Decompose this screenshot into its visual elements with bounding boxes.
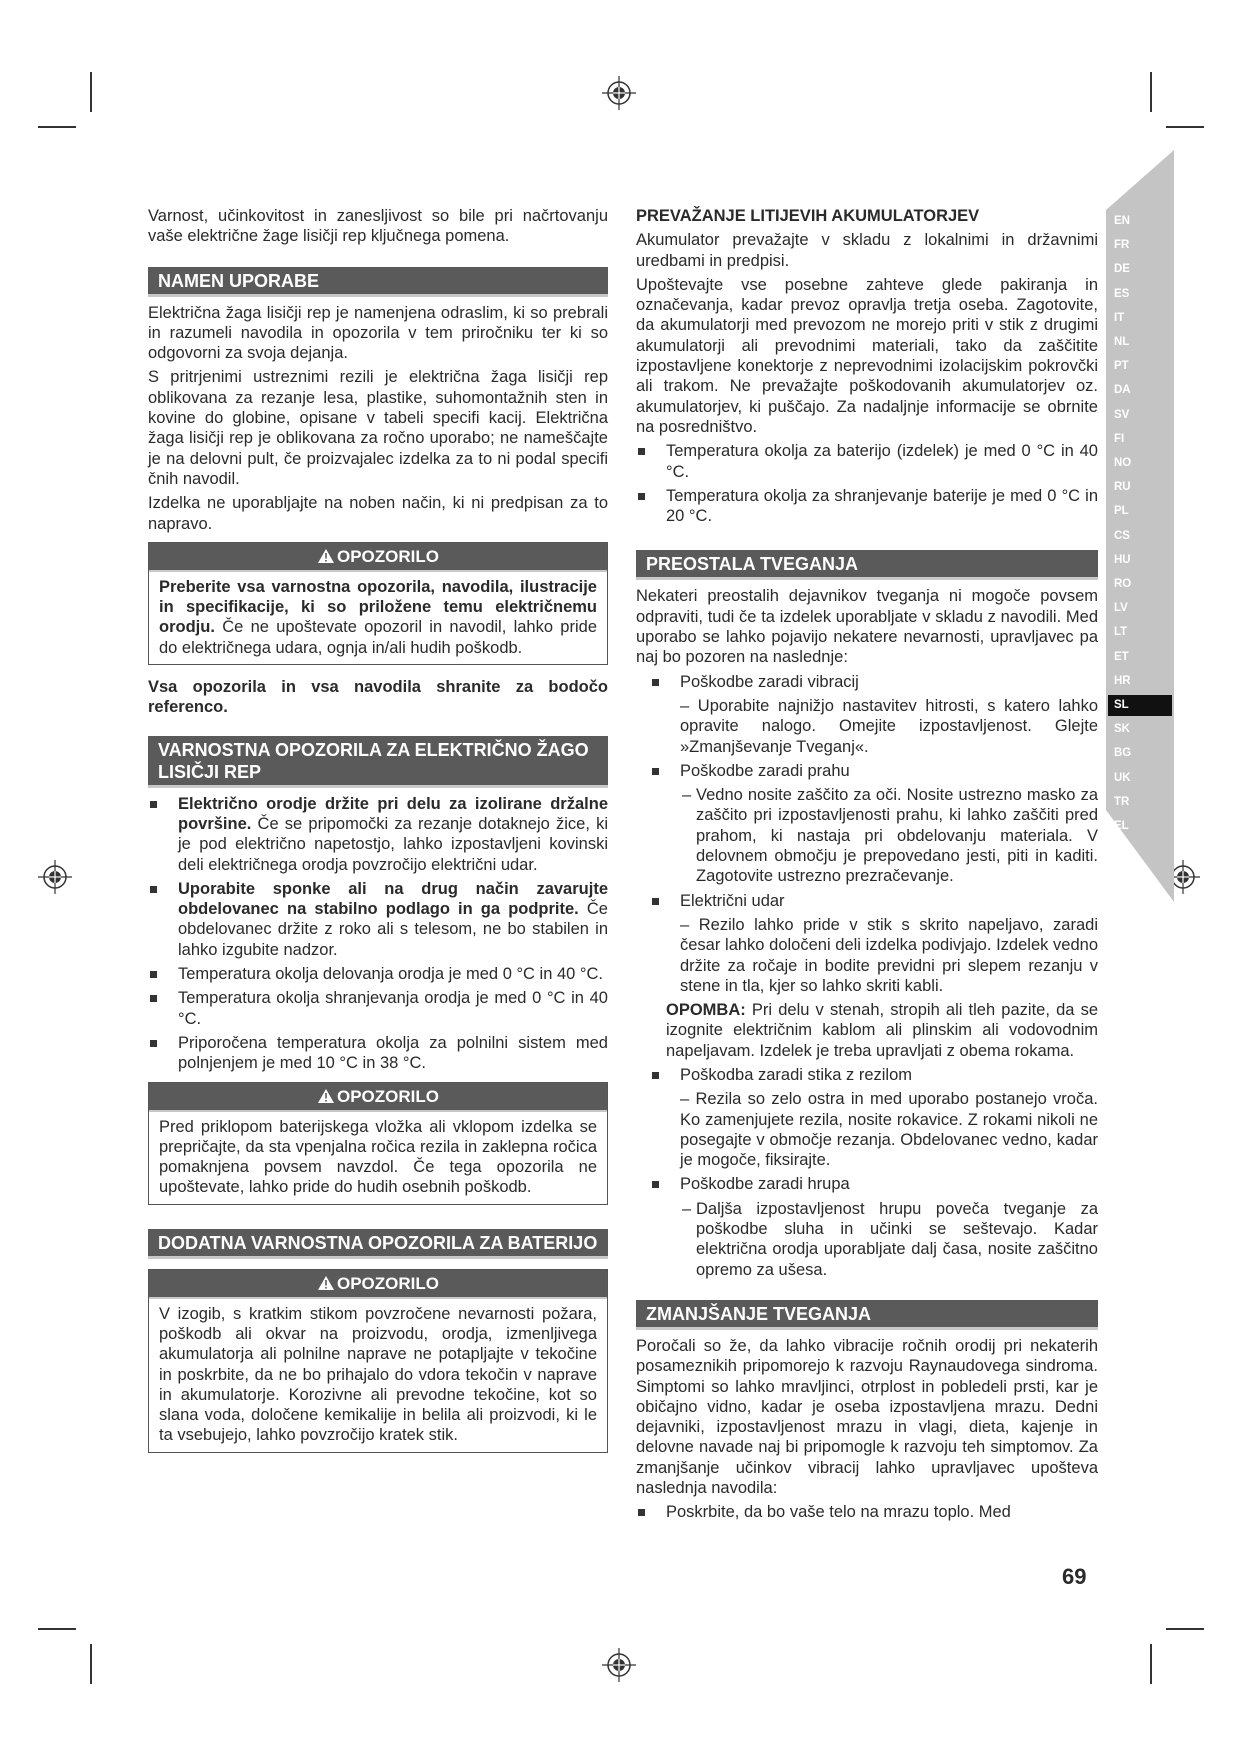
list-item: Temperatura okolja delovanja orodja je med 0 °C in 40 °C. [148, 964, 608, 984]
list-item-text: Če obdelovanec držite z roko ali s telesom, ne bo stabilen in lahko izgubite nadzor. [178, 900, 608, 959]
dash-item-text: Vedno nosite zaščito za oči. Nosite ustrezno masko za zaščito pri izpostavljenosti prahu, ki lahko zaščiti pred prahom, ki nastaja pri obdelovanju materiala. V delovnem območju je prepovedano jesti, piti in kaditi. Zagotovite ustrezno prezračevanje. [696, 786, 1098, 886]
list-item: Poskrbite, da bo vaše telo na mrazu toplo. Med [636, 1502, 1098, 1522]
language-tab-sl[interactable]: SL [1108, 695, 1172, 716]
language-tab-nl[interactable]: NL [1114, 336, 1130, 348]
warning-triangle-icon [317, 548, 335, 564]
crop-mark [38, 126, 76, 128]
warning-box [148, 1269, 608, 1453]
dash-mark: – [682, 1199, 692, 1218]
namen-paragraph: Električna žaga lisičji rep je namenjena odraslim, ki so prebrali in razumeli navodila in opozorila v tem priročniku ter ki so odgovorni za svoja dejanja. [148, 303, 608, 363]
list-item-bold: Električno orodje držite pri delu za izolirane držalne površine. [178, 794, 608, 833]
crop-mark [90, 72, 92, 112]
language-tab-lt[interactable]: LT [1114, 626, 1128, 639]
right-column [636, 206, 1098, 1527]
language-tab-ru[interactable]: RU [1114, 481, 1131, 494]
warning-box [148, 1082, 608, 1205]
language-tab-fi[interactable]: FI [1114, 432, 1125, 445]
language-tab-et[interactable]: ET [1114, 650, 1129, 663]
list-item-text: Če se pripomočki za rezanje dotaknejo žice, ki je pod električno napetostjo, lahko izpostavljeni kovinski deli električnega orodja povzročijo električni udar. [178, 814, 608, 874]
language-tab-de[interactable]: DE [1114, 263, 1130, 276]
section-heading-varnostna: VARNOSTNA OPOZORILA ZA ELEKTRIČNO ŽAGO LISIČJI REP [148, 736, 608, 788]
namen-paragraph: S pritrjenimi ustreznimi rezili je električna žaga lisičji rep oblikovana za rezanje lesa, plastike, suhomontažnih sten in kovine do globine, opisane v tabeli specifi kacij. Električna žaga lisičji rep je oblikovana za ročno uporabo; ne nameščajte je na delovni pult, če proizvajalec izdelka za to ni podal specifi čnih navodil. [148, 368, 608, 488]
warning-text-rest: Če ne upoštevate opozoril in navodil, lahko pride do električnega udara, ognja in/ali hudih poškodb. [159, 618, 597, 657]
dash-item-text: – Rezila so zelo ostra in med uporabo postanejo vroča. Ko zamenjujete rezila, nosite rokavice. Z rokami nikoli ne posegajte v območje rezanja. Obdelovanec vedno, kadar je mogoče, fiksirajte. [680, 1090, 1098, 1170]
note [636, 1000, 1098, 1061]
dash-item-text: – Uporabite najnižjo nastavitev hitrosti, s katero lahko opravite nalogo. Omejite izpostavljenost. Glejte »Zmanjševanje Tveganj«. [680, 696, 1098, 756]
language-tab-pl[interactable]: PL [1114, 505, 1129, 518]
warning-triangle-icon [317, 1088, 335, 1104]
warning-header [149, 1270, 607, 1299]
list-item: Temperatura okolja za shranjevanje baterije je med 0 °C in 20 °C. [636, 486, 1098, 527]
list-item: Priporočena temperatura okolja za polnilni sistem med polnjenjem je med 10 °C in 38 °C. [148, 1033, 608, 1074]
crop-mark [90, 1644, 92, 1684]
dash-mark: – [682, 786, 692, 805]
list-item [148, 794, 608, 875]
registration-mark-icon [602, 76, 636, 110]
list-item: Temperatura okolja za baterijo (izdelek) je med 0 °C in 40 °C. [636, 441, 1098, 482]
warning-title: OPOZORILO [337, 1273, 439, 1293]
warning-header [149, 1083, 607, 1112]
section-heading-dodatna: DODATNA VARNOSTNA OPOZORILA ZA BATERIJO [148, 1229, 608, 1259]
list-item: Poškodbe zaradi prahu [650, 761, 1098, 781]
dash-item-text: Daljša izpostavljenost hrupu poveča tveganje za poškodbe sluha in učinki se seštevajo. Kadar električna orodja uporabljate dalj časa, nosite zaščitno opremo za ušesa. [696, 1199, 1098, 1279]
language-tab-cs[interactable]: CS [1114, 529, 1130, 542]
section-heading-zmanjsanje: ZMANJŠANJE TVEGANJA [636, 1300, 1098, 1330]
crop-mark [1166, 1628, 1204, 1630]
warning-text-bold: Preberite vsa varnostna opozorila, navodila, ilustracije in specifikacije, ki so priložene temu električnemu orodju. [159, 577, 597, 637]
section-heading-prevazanje: PREVAŽANJE LITIJEVIH AKUMULATORJEV [636, 207, 980, 225]
section-heading-preostala: PREOSTALA TVEGANJA [636, 550, 1098, 580]
language-tab-es[interactable]: ES [1114, 287, 1130, 300]
namen-paragraph: Izdelka ne uporabljajte na noben način, ki ni predpisan za to napravo. [148, 494, 608, 533]
language-tab-ro[interactable]: RO [1114, 578, 1132, 590]
crop-mark [38, 1628, 76, 1630]
language-tab-lv[interactable]: LV [1114, 602, 1128, 615]
warning-text [149, 572, 607, 664]
prevazanje-paragraph: Upoštevajte vse posebne zahteve glede pakiranja in označevanja, kadar prevoz opravlja tretja oseba. Zagotovite, da akumulatorji med prevozom ne morejo priti v stik z drugimi akumulatorji ali prevodnimi materiali, tako da zaščitite izpostavljene konektorje z neprevodnimi izolacijskim pokrovčki ali trakom. Ne prevažajte poškodovanih akumulatorjev oz. akumulatorjev, ki puščajo. Za nadaljnje informacije se obrnite na posredništvo. [636, 275, 1098, 436]
dash-item [636, 785, 1098, 886]
zmanjsanje-paragraph: Poročali so že, da lahko vibracije ročnih orodij pri nekaterih posameznikih pripomorejo k razvoju Raynaudovega sindroma. Simptomi so lahko mravljinci, otrplost in pobledeli prsti, kar je običajno vidno, kadar je oseba izpostavljena mrazu. Dedni dejavniki, izpostavljenost mrazu in vlagi, dieta, kajenje in delovne navade naj bi pripomogle k razvoju teh simptomov. Za zmanjšanje učinkov vibracij lahko upravljavec upošteva naslednja navodila: [636, 1336, 1098, 1498]
preostala-paragraph: Nekateri preostalih dejavnikov tveganja ni mogoče povsem odpraviti, tudi če ta izdelek uporabljate v skladu z navodili. Med uporabo se lahko pojavijo nekatere nevarnosti, upravljavec pa naj bo pozoren na naslednje: [636, 587, 1098, 667]
language-tab-it[interactable]: IT [1114, 311, 1125, 324]
list-item-bold: Uporabite sponke ali na drug način zavarujte obdelovanec na stabilno podlago in ga podprite. [178, 879, 608, 919]
warning-header [149, 543, 607, 572]
dash-item [636, 915, 1098, 996]
prevazanje-paragraph: Akumulator prevažajte v skladu z lokalnimi in državnimi uredbami in predpisi. [636, 231, 1098, 270]
language-tab-hu[interactable]: HU [1114, 553, 1131, 566]
note-label: OPOMBA: [666, 1001, 746, 1020]
list-item: Poškodba zaradi stika z rezilom [650, 1065, 1098, 1085]
language-tab-hr[interactable]: HR [1114, 674, 1131, 687]
note-text: Pri delu v stenah, stropih ali tleh pazite, da se izognite električnim kablom ali plinskim ali vodovodnim napeljavam. Izdelek je treba upravljati z obema rokama. [666, 1001, 1098, 1060]
warning-title: OPOZORILO [337, 1086, 439, 1106]
language-tab-no[interactable]: NO [1114, 457, 1132, 469]
crop-mark [1150, 1644, 1152, 1684]
language-tab-sv[interactable]: SV [1114, 408, 1130, 421]
crop-mark [1166, 126, 1204, 128]
language-tab-el[interactable]: EL [1114, 820, 1129, 832]
list-item: Poškodbe zaradi hrupa [650, 1174, 1098, 1194]
list-item: Poškodbe zaradi vibracij [650, 672, 1098, 692]
language-tab-tr[interactable]: TR [1114, 795, 1130, 808]
list-item: Električni udar [650, 891, 1098, 911]
language-tab-fr[interactable]: FR [1114, 239, 1130, 252]
warning-box [148, 542, 608, 665]
language-tab-en[interactable]: EN [1114, 215, 1130, 227]
dash-item [636, 1089, 1098, 1170]
list-item: Temperatura okolja shranjevanja orodja je med 0 °C in 40 °C. [148, 988, 608, 1029]
dash-item-text: – Rezilo lahko pride v stik s skrito napeljavo, zaradi česar lahko določeni deli izdelka podivjajo. Izdelek vedno držite za ročaje in bodite previdni pri slepem rezanju v stene in tla, kjer so lahko skriti kabli. [680, 915, 1098, 995]
dash-item [636, 696, 1098, 757]
keep-instructions: Vsa opozorila in vsa navodila shranite za bodočo referenco. [148, 678, 608, 717]
crop-mark [1150, 72, 1152, 112]
language-tab-da[interactable]: DA [1114, 384, 1131, 397]
language-tab-pt[interactable]: PT [1114, 360, 1129, 373]
section-heading-namen: NAMEN UPORABE [148, 267, 608, 297]
list-item [148, 879, 608, 960]
warning-title: OPOZORILO [337, 546, 439, 566]
language-tab-bg[interactable]: BG [1114, 747, 1132, 760]
language-tab-sk[interactable]: SK [1114, 723, 1130, 736]
registration-mark-icon [602, 1648, 636, 1682]
intro-paragraph: Varnost, učinkovitost in zanesljivost so bile pri načrtovanju vaše električne žage lisičji rep ključnega pomena. [148, 207, 608, 246]
left-column [148, 206, 608, 1465]
warning-triangle-icon [317, 1275, 335, 1291]
warning-text: Pred priklopom baterijskega vložka ali vklopom izdelka se prepričajte, da sta vpenjalna ročica rezila in zaklepna ročica pomaknjena povsem navzdol. Če tega opozorila ne upoštevate, lahko pride do hudih osebnih poškodb. [159, 1117, 597, 1197]
dash-item [636, 1199, 1098, 1280]
warning-text: V izogib, s kratkim stikom povzročene nevarnosti požara, poškodb ali okvar na proizvodu, orodja, izmenljivega akumulatorja ali polnilne naprave ne potapljajte v tekočine in poskrbite, da ne bo prihajalo do vdora tekočin v naprave in akumulatorje. Korozivne ali prevodne tekočine, kot so slana voda, določene kemikalije in belila ali proizvodi, ki le ta vsebujejo, lahko povzročijo kratek stik. [159, 1304, 597, 1445]
registration-mark-icon [38, 860, 72, 894]
language-tab-uk[interactable]: UK [1114, 771, 1131, 784]
page-number: 69 [1062, 1564, 1087, 1589]
